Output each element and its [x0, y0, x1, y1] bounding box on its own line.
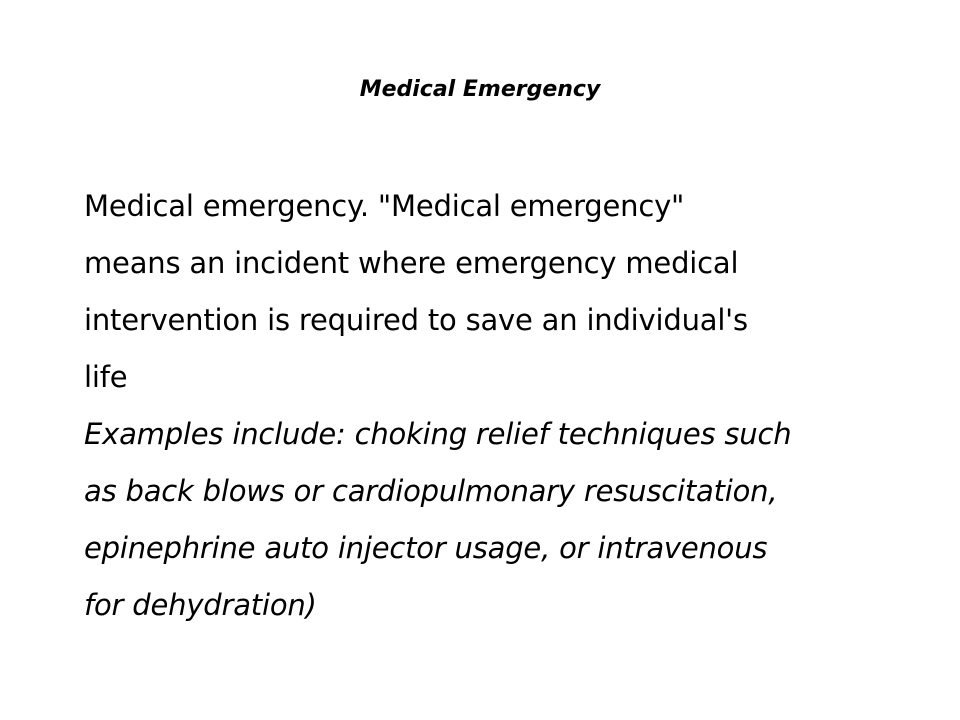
text-line: means an incident where emergency medical — [84, 246, 739, 280]
text-line: Examples include: choking relief techniques such — [84, 417, 792, 451]
text-line: epinephrine auto injector usage, or intravenous — [84, 531, 768, 565]
definition-paragraph — [84, 178, 924, 406]
text-line: intervention is required to save an individual's — [84, 303, 748, 337]
text-line: life — [84, 360, 128, 394]
slide-title: Medical Emergency — [359, 77, 601, 102]
text-line: for dehydration) — [84, 588, 317, 622]
text-line: Medical emergency. "Medical emergency" — [84, 189, 685, 223]
examples-paragraph — [84, 406, 924, 634]
slide-body — [84, 178, 924, 634]
text-line: as back blows or cardiopulmonary resuscitation, — [84, 474, 778, 508]
